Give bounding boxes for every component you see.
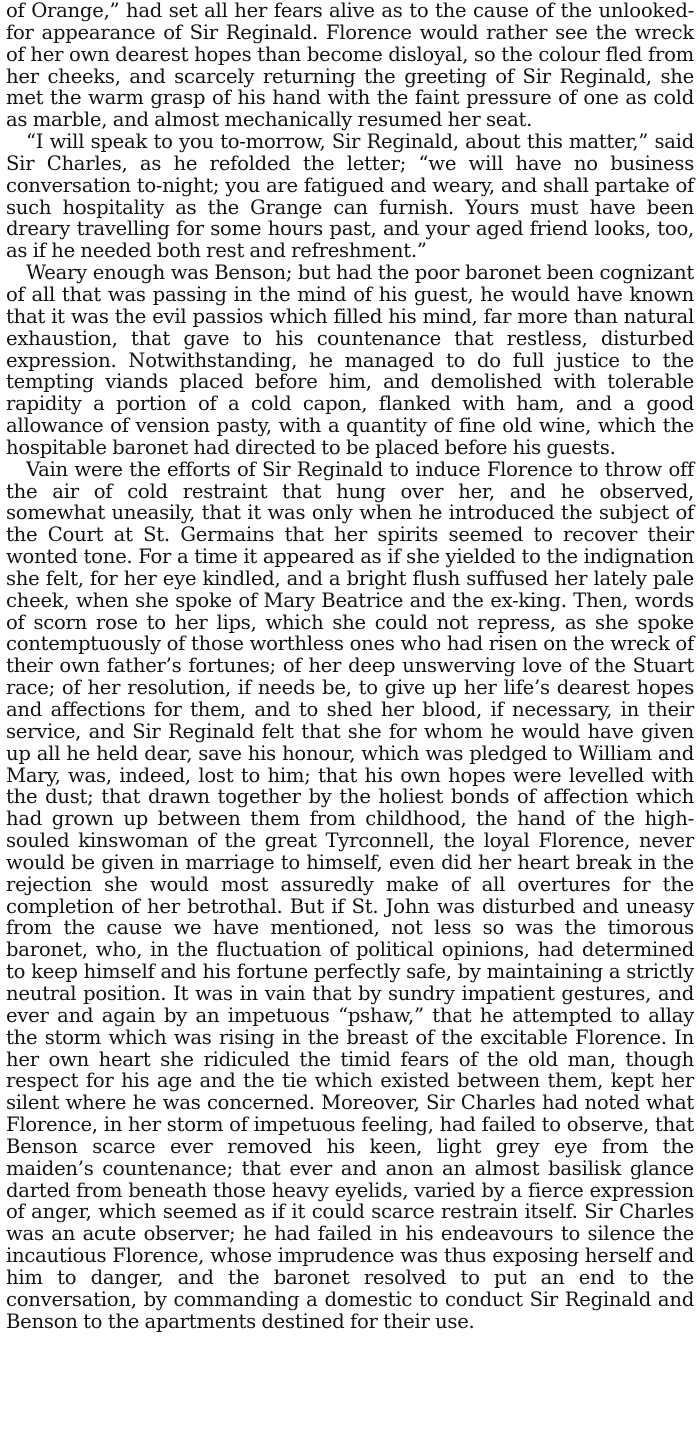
paragraph-3: Weary enough was Benson; but had the poor baronet been cognizant of all that was passing in the mind of his guest, he would have known that it was the evil passios which filled his mind, far more than natural exhaustion, that gave to his countenance that restless, disturbed expression. Notwithstanding, he managed to do full justice to the tempting viands placed before him, and demolished with tolerable rapidity a portion of a cold capon, flanked with ham, and a good allowance of vension pasty, with a quantity of fine old wine, which the hospitable baronet had directed to be placed before his guests. xyxy=(6,261,694,459)
article-column xyxy=(6,0,694,1332)
paragraph-4: Vain were the efforts of Sir Reginald to induce Florence to throw off the air of cold restraint that hung over her, and he observed, somewhat uneasily, that it was only when he introduced the subject of the Court at St. Germains that her spirits seemed to recover their wonted tone. For a time it appeared as if she yielded to the indignation she felt, for her eye kindled, and a bright flush suffused her lately pale cheek, when she spoke of Mary Beatrice and the ex-king. Then, words of scorn rose to her lips, which she could not repress, as she spoke contemptuously of those worthless ones who had risen on the wreck of their own father’s fortunes; of her deep unswerving love of the Stuart race; of her resolution, if needs be, to give up her life’s dearest hopes and affections for them, and to shed her blood, if necessary, in their service, and Sir Reginald felt that she for whom he would have given up all he held dear, save his honour, which was pledged to William and Mary, was, indeed, lost to him; that his own hopes were levelled with the dust; that drawn together by the holiest bonds of affection which had grown up between them from childhood, the hand of the high-souled kinswoman of the great Tyrconnell, the loyal Florence, never would be given in marriage to himself, even did her heart break in the rejection she would most assuredly make of all overtures for the completion of her betrothal. But if St. John was disturbed and uneasy from the cause we have mentioned, not less so was the timorous baronet, who, in the fluctuation of political opinions, had determined to keep himself and his fortune perfectly safe, by maintaining a strictly neutral position. It was in vain that by sundry impatient gestures, and ever and again by an impetuous “pshaw,” that he attempted to allay the storm which was rising in the breast of the excitable Florence. In her own heart she ridiculed the timid fears of the old man, though respect for his age and the tie which existed between them, kept her silent where he was concerned. Moreover, Sir Charles had noted what Florence, in her storm of impetuous feeling, had failed to observe, that Benson scarce ever removed his keen, light grey eye from the maiden’s countenance; that ever and anon an almost basilisk glance darted from beneath those heavy eyelids, varied by a fierce expression of anger, which seemed as if it could scarce restrain itself. Sir Charles was an acute observer; he had failed in his endeavours to silence the incautious Florence, whose imprudence was thus exposing herself and him to danger, and the baronet resolved to put an end to the conversation, by commanding a domestic to conduct Sir Reginald and Benson to the apartments destined for their use. xyxy=(6,457,694,1333)
paragraph-1: of Orange,” had set all her fears alive as to the cause of the unlooked-for appearance of Sir Reginald. Florence would rather see the wreck of her own dearest hopes than become disloyal, so the colour fled from her cheeks, and scarcely returning the greeting of Sir Reginald, she met the warm grasp of his hand with the faint pressure of one as cold as marble, and almost mechanically resumed her seat. xyxy=(6,0,694,132)
paragraph-2: “I will speak to you to-morrow, Sir Reginald, about this matter,” said Sir Charles, as he refolded the letter; “we will have no business conversation to-night; you are fatigued and weary, and shall partake of such hospitality as the Grange can furnish. Yours must have been dreary travelling for some hours past, and your aged friend looks, too, as if he needed both rest and refreshment.” xyxy=(6,130,694,263)
